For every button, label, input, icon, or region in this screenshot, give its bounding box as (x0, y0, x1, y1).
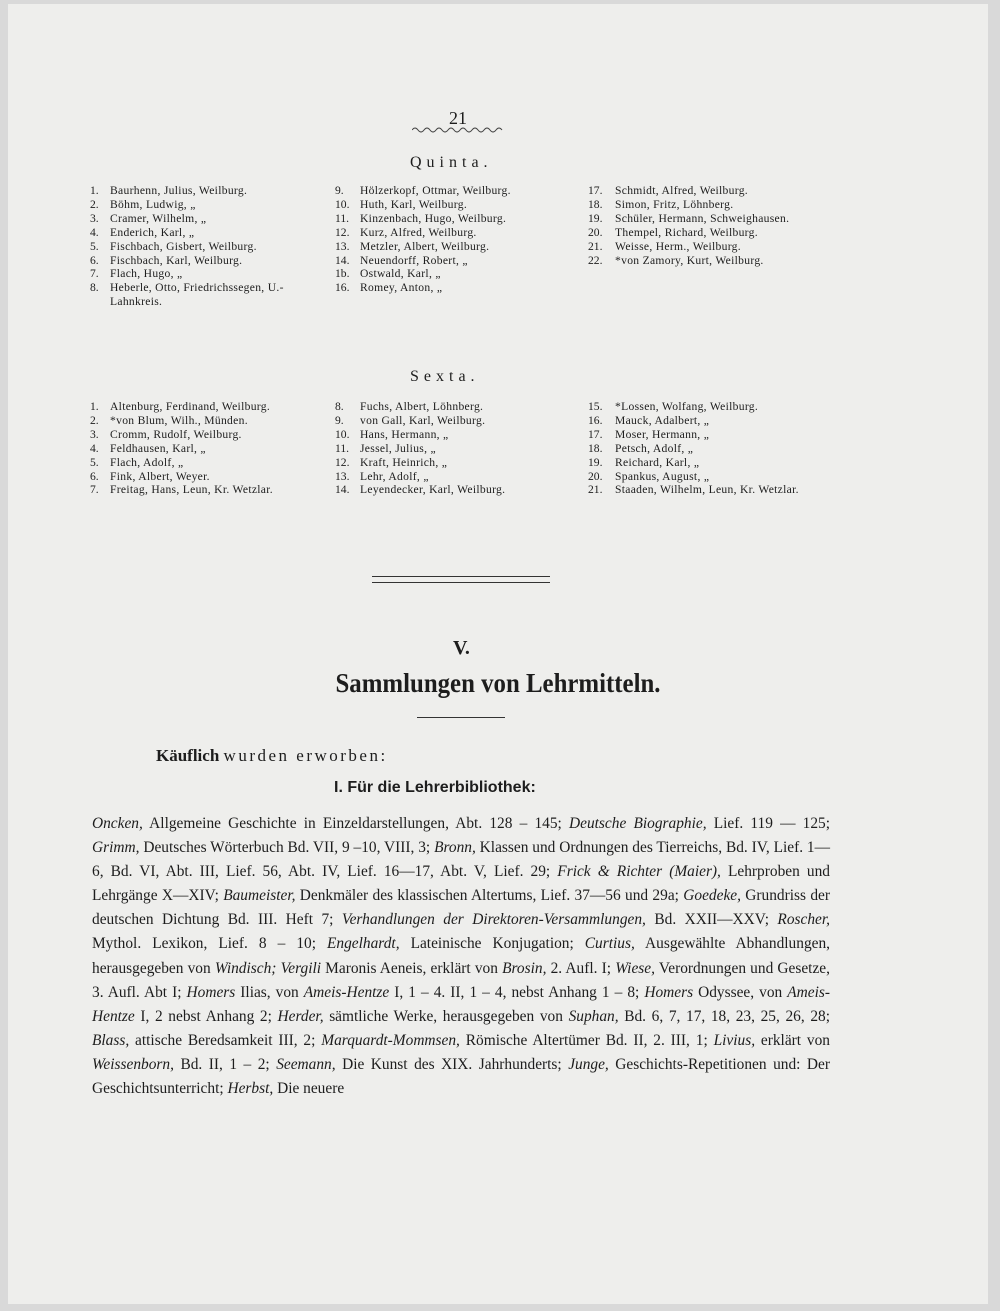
pupil-number: 20. (588, 225, 603, 239)
pupil-entry (90, 212, 318, 226)
purchased-intro (156, 746, 388, 766)
pupil-name: Leyendecker, Karl, Weilburg. (360, 483, 506, 497)
pupil-entry (335, 442, 570, 456)
pupil-number: 5. (90, 455, 99, 469)
pupil-entry (335, 483, 570, 497)
pupil-entry (90, 414, 318, 428)
pupil-entry (588, 254, 826, 268)
author-name: Ameis-Hentze (303, 983, 390, 1001)
pupil-name: Huth, Karl, Weilburg. (360, 197, 468, 211)
sexta-heading: Sexta. (410, 368, 480, 385)
pupil-entry (335, 428, 570, 442)
pupil-name: Baurhenn, Julius, Weilburg. (110, 184, 248, 197)
pupil-name: Freitag, Hans, Leun, Kr. Wetzlar. (110, 483, 273, 497)
pupil-name: Petsch, Adolf, „ (615, 441, 694, 455)
author-name: Blass, (92, 1031, 130, 1049)
pupil-number: 14. (335, 483, 350, 497)
quinta-heading: Quinta. (410, 154, 493, 171)
pupil-number: 11. (335, 441, 350, 455)
author-name: Ameis-Hentze (92, 983, 830, 1025)
pupil-name: Enderich, Karl, „ (110, 225, 195, 239)
quinta-column-1 (90, 184, 318, 309)
pupil-name: Neuendorff, Robert, „ (360, 253, 468, 267)
pupil-entry (335, 198, 570, 212)
pupil-name: Schmidt, Alfred, Weilburg. (615, 184, 748, 197)
pupil-number: 6. (90, 253, 99, 267)
pupil-name: Jessel, Julius, „ (360, 441, 436, 455)
pupil-number: 7. (90, 267, 99, 281)
author-name: Weissenborn, (92, 1055, 174, 1073)
author-name: Curtius, (584, 935, 635, 953)
pupil-number: 4. (90, 441, 99, 455)
pupil-entry (588, 212, 826, 226)
author-name: Oncken, (92, 815, 143, 832)
pupil-entry (90, 267, 318, 281)
acquisitions-paragraph: Oncken, Allgemeine Geschichte in Einzeldarstellungen, Abt. 128 – 145; Deutsche Biographie, Lief. 119 — 125; Grimm, Deutsches Wörterbuch Bd. VII, 9 –10, VIII, 3; Bronn, Klassen und Ordnungen des Tierreichs, Bd. IV, Lief. 1—6, Bd. VI, Abt. III, Lief. 56, Abt. IV, Lief. 16—17, Abt. V, Lief. 29; Frick & Richter (Maier), Lehrproben und Lehrgänge X—XIV; Baumeister, Denkmäler des klassischen Altertums, Lief. 37—56 und 29a; Goedeke, Grundriss der deutschen Dichtung Bd. III. Heft 7; Verhandlungen der Direktoren-Versammlungen, Bd. XXII—XXV; Roscher, Mythol. Lexikon, Lief. 8 – 10; Engelhardt, Lateinische Konjugation; Curtius, Ausgewählte Abhandlungen, herausgegeben von Windisch; Vergili Maronis Aeneis, erklärt von Brosin, 2. Aufl. I; Wiese, Verordnungen und Gesetze, 3. Aufl. Abt I; Homers Ilias, von Ameis-Hentze I, 1 – 4. II, 1 – 4, nebst Anhang 1 – 8; Homers Odyssee, von Ameis-Hentze I, 2 nebst Anhang 2; Herder, sämtliche Werke, herausgegeben von Suphan, Bd. 6, 7, 17, 18, 23, 25, 26, 28; Blass, attische Beredsamkeit III, 2; Marquardt-Mommsen, Römische Altertümer Bd. II, 2. III, 1; Livius, erklärt von Weissenborn, Bd. II, 1 – 2; Seemann, Die Kunst des XIX. Jahrhunderts; Junge, Geschichts-Repetitionen und: Der Geschichtsunterricht; Herbst, Die neuere (92, 815, 831, 1098)
pupil-name: *von Zamory, Kurt, Weilburg. (615, 253, 764, 267)
pupil-number: 5. (90, 239, 99, 253)
pupil-number: 4. (90, 225, 99, 239)
pupil-name: Hölzerkopf, Ottmar, Weilburg. (360, 184, 511, 197)
pupil-number: 14. (335, 253, 350, 267)
author-name: Seemann, (276, 1055, 336, 1073)
author-name: Herder, (277, 1007, 324, 1025)
author-name: Deutsche Biographie, (569, 815, 707, 832)
pupil-name: Altenburg, Ferdinand, Weilburg. (110, 400, 271, 413)
pupil-entry (588, 414, 826, 428)
pupil-entry (90, 198, 318, 212)
pupil-name: Cramer, Wilhelm, „ (110, 211, 207, 225)
pupil-number: 11. (335, 211, 350, 225)
author-name: Roscher, (777, 911, 830, 929)
pupil-entry (588, 400, 826, 414)
author-name: Engelhardt, (327, 935, 400, 953)
quinta-column-3 (588, 184, 826, 267)
pupil-entry (90, 254, 318, 268)
pupil-name: Thempel, Richard, Weilburg. (615, 225, 758, 239)
title-underline-rule (417, 717, 505, 718)
pupil-entry (90, 240, 318, 254)
page-number: 21 (449, 108, 467, 128)
pupil-name: Weisse, Herm., Weilburg. (615, 239, 741, 253)
pupil-entry (335, 226, 570, 240)
pupil-entry (588, 442, 826, 456)
pupil-entry (588, 483, 826, 497)
pupil-number: 17. (588, 427, 603, 441)
pupil-number: 18. (588, 197, 603, 211)
pupil-name: Böhm, Ludwig, „ (110, 197, 196, 211)
sexta-column-3 (588, 400, 826, 497)
pupil-name: Fuchs, Albert, Löhnberg. (360, 400, 484, 413)
pupil-name: Moser, Hermann, „ (615, 427, 710, 441)
pupil-entry (588, 198, 826, 212)
pupil-number: 10. (335, 197, 350, 211)
pupil-number: 17. (588, 184, 603, 197)
pupil-number: 8. (90, 281, 99, 295)
pupil-entry (335, 470, 570, 484)
pupil-number: 8. (335, 400, 344, 413)
pupil-name: Fink, Albert, Weyer. (110, 469, 210, 483)
pupil-name: Spankus, August, „ (615, 469, 710, 483)
pupil-name: Romey, Anton, „ (360, 281, 443, 295)
purchased-rest: wurden erworben: (223, 746, 388, 765)
pupil-number: 21. (588, 239, 603, 253)
pupil-name: Flach, Adolf, „ (110, 455, 184, 469)
pupil-entry (335, 184, 570, 198)
author-name: Brosin, (502, 959, 547, 977)
pupil-entry (90, 483, 318, 497)
wavy-rule-ornament (412, 126, 504, 134)
pupil-entry (588, 184, 826, 198)
pupil-name: Feldhausen, Karl, „ (110, 441, 206, 455)
pupil-entry (588, 456, 826, 470)
author-name: Verhandlungen der Direktoren-Versammlungen, (341, 911, 646, 929)
pupil-name: Kurz, Alfred, Weilburg. (360, 225, 477, 239)
pupil-name: Hans, Hermann, „ (360, 427, 449, 441)
pupil-entry (90, 470, 318, 484)
pupil-entry (90, 281, 318, 309)
pupil-entry (588, 226, 826, 240)
pupil-entry (335, 212, 570, 226)
pupil-entry (588, 470, 826, 484)
pupil-name: Ostwald, Karl, „ (360, 267, 441, 281)
pupil-name: *von Blum, Wilh., Münden. (110, 413, 248, 427)
pupil-entry (335, 267, 570, 281)
pupil-number: 20. (588, 469, 603, 483)
pupil-number: 16. (335, 281, 350, 295)
pupil-entry (588, 240, 826, 254)
pupil-entry (90, 184, 318, 198)
author-name: Suphan, (568, 1007, 619, 1025)
pupil-name: Heberle, Otto, Friedrichssegen, U.-Lahnkreis. (110, 281, 284, 309)
pupil-name: Reichard, Karl, „ (615, 455, 700, 469)
pupil-number: 12. (335, 225, 350, 239)
author-name: Windisch; (214, 959, 277, 977)
pupil-number: 1b. (335, 267, 350, 281)
pupil-entry (335, 456, 570, 470)
pupil-entry (335, 400, 570, 414)
pupil-entry (90, 428, 318, 442)
pupil-number: 9. (335, 413, 344, 427)
pupil-number: 19. (588, 455, 603, 469)
author-name: Grimm, (92, 839, 140, 857)
author-name: Frick & Richter (Maier), (557, 863, 721, 881)
pupil-name: Schüler, Hermann, Schweighausen. (615, 211, 790, 225)
pupil-entry (335, 414, 570, 428)
pupil-name: Metzler, Albert, Weilburg. (360, 239, 490, 253)
quinta-column-2 (335, 184, 570, 295)
pupil-number: 13. (335, 239, 350, 253)
pupil-name: *Lossen, Wolfang, Weilburg. (615, 400, 759, 413)
teacher-library-subheading: I. Für die Lehrerbibliothek: (334, 779, 536, 796)
author-name: Wiese, (615, 959, 655, 977)
pupil-name: Lehr, Adolf, „ (360, 469, 429, 483)
pupil-entry (90, 456, 318, 470)
pupil-number: 3. (90, 211, 99, 225)
pupil-number: 18. (588, 441, 603, 455)
purchased-bold-word: Käuflich (156, 746, 220, 765)
pupil-entry (335, 254, 570, 268)
author-name: Baumeister, (223, 887, 296, 905)
pupil-entry (335, 281, 570, 295)
author-name: Junge, (568, 1055, 609, 1073)
pupil-number: 2. (90, 197, 99, 211)
pupil-name: Simon, Fritz, Löhnberg. (615, 197, 734, 211)
pupil-entry (588, 428, 826, 442)
pupil-name: Mauck, Adalbert, „ (615, 413, 710, 427)
pupil-number: 19. (588, 211, 603, 225)
pupil-number: 1. (90, 184, 99, 197)
pupil-number: 13. (335, 469, 350, 483)
pupil-name: Fischbach, Karl, Weilburg. (110, 253, 243, 267)
section-numeral: V. (453, 637, 470, 659)
double-rule-divider (372, 576, 550, 583)
pupil-name: Fischbach, Gisbert, Weilburg. (110, 239, 257, 253)
pupil-entry (90, 442, 318, 456)
author-name: Vergili (280, 959, 322, 977)
author-name: Homers (186, 983, 236, 1001)
pupil-number: 22. (588, 253, 603, 267)
pupil-number: 9. (335, 184, 344, 197)
pupil-number: 10. (335, 427, 350, 441)
author-name: Marquardt-Mommsen, (321, 1031, 460, 1049)
pupil-number: 3. (90, 427, 99, 441)
pupil-entry (90, 226, 318, 240)
pupil-name: Staaden, Wilhelm, Leun, Kr. Wetzlar. (615, 483, 799, 497)
pupil-number: 7. (90, 483, 99, 497)
pupil-number: 6. (90, 469, 99, 483)
pupil-number: 12. (335, 455, 350, 469)
author-name: Bronn, (434, 839, 476, 857)
section-title: Sammlungen von Lehrmitteln. (335, 668, 661, 698)
pupil-number: 16. (588, 413, 603, 427)
pupil-entry (90, 400, 318, 414)
pupil-number: 2. (90, 413, 99, 427)
pupil-number: 1. (90, 400, 99, 413)
author-name: Goedeke, (683, 887, 741, 905)
author-name: Herbst, (227, 1080, 274, 1098)
sexta-column-2 (335, 400, 570, 497)
pupil-name: von Gall, Karl, Weilburg. (360, 413, 486, 427)
pupil-name: Cromm, Rudolf, Weilburg. (110, 427, 242, 441)
pupil-number: 21. (588, 483, 603, 497)
pupil-name: Kinzenbach, Hugo, Weilburg. (360, 211, 507, 225)
author-name: Homers (644, 983, 694, 1001)
pupil-name: Kraft, Heinrich, „ (360, 455, 448, 469)
pupil-entry (335, 240, 570, 254)
pupil-number: 15. (588, 400, 603, 413)
pupil-name: Flach, Hugo, „ (110, 267, 183, 281)
author-name: Livius, (713, 1031, 756, 1049)
sexta-column-1 (90, 400, 318, 497)
scanned-page (8, 4, 988, 1304)
